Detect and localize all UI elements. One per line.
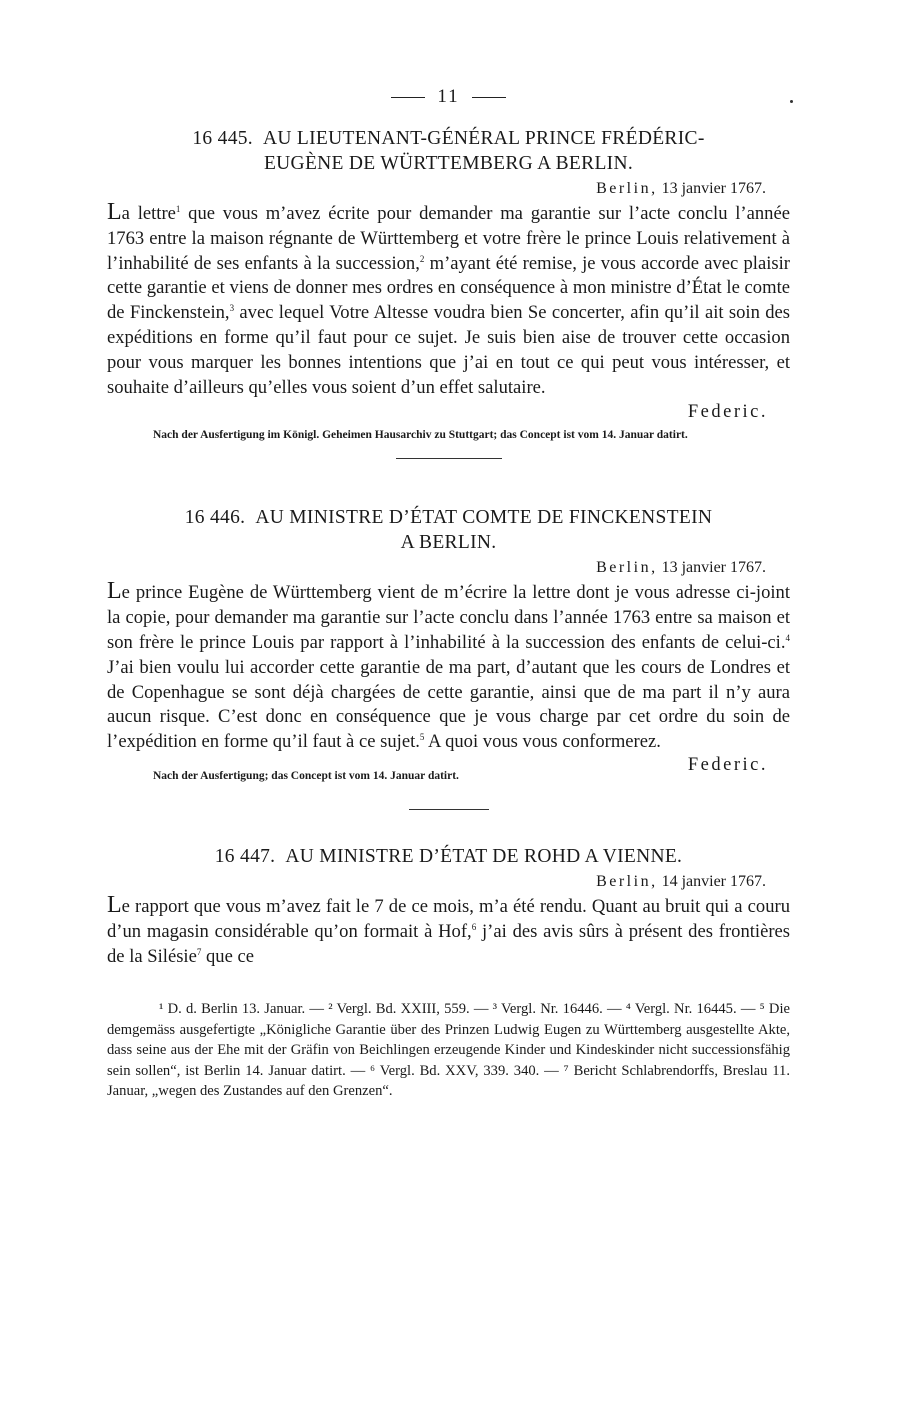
header-dash-left <box>391 97 425 98</box>
heading-line-2: A BERLIN. <box>400 532 497 554</box>
letter-heading <box>107 844 790 869</box>
footnote-ref: 4 <box>785 632 790 643</box>
footnotes <box>107 999 790 1101</box>
source-note: Nach der Ausfertigung im Königl. Geheimen Hausarchiv zu Stuttgart; das Concept ist vom 14. Januar datirt. <box>153 429 688 442</box>
page-number-header <box>107 86 790 108</box>
page-number: 11 <box>437 86 460 107</box>
letter-body <box>107 893 790 969</box>
date: 13 janvier 1767. <box>661 559 766 577</box>
footnote-block: ¹ D. d. Berlin 13. Januar. — ² Vergl. Bd. XXIII, 559. — ³ Vergl. Nr. 16446. — ⁴ Vergl. Nr. 16445. — ⁵ Die demgemäss ausgefertigte „Königliche Garantie über des Prinzen Ludwig Eugen zu Württemberg ausgestellte Akte, dass seine aus der Ehe mit der Gräfin von Beichlingen erzeugende Kinder und Kindeskinder nicht successionsfähig sein sollen“, ist Berlin 14. Januar datirt. — ⁶ Vergl. Bd. XXV, 339. 340. — ⁷ Bericht Schlabrendorffs, Breslau 11. Januar, „wegen des Zustandes auf den Grenzen“. <box>107 1001 790 1099</box>
letter-16447 <box>107 844 790 969</box>
letter-16445 <box>107 126 790 459</box>
body-text: a lettre <box>121 203 176 224</box>
section-divider <box>396 458 502 459</box>
body-text: que vous m’avez écrite pour demander ma garantie sur l’acte conclu l’année 1763 entre la maison régnante de Württemberg et votre frère le prince Louis relativement à l’inhabilité de ses enfants à la succession, <box>107 203 790 274</box>
signature: Federic. <box>687 754 768 775</box>
drop-cap: L <box>107 891 122 918</box>
footnote-ref: 6 <box>471 921 477 932</box>
date-place: Berlin, <box>596 872 658 890</box>
date: 14 janvier 1767. <box>661 872 766 890</box>
letter-heading <box>107 126 790 176</box>
body-text: que ce <box>201 945 255 967</box>
document-page <box>107 86 790 1101</box>
heading-line-1: AU MINISTRE D’ÉTAT COMTE DE FINCKENSTEIN <box>255 507 713 529</box>
dateline <box>107 180 766 198</box>
footnote-ref: 2 <box>419 253 425 264</box>
letter-16446 <box>107 505 790 810</box>
page-speck <box>790 100 793 103</box>
letter-heading <box>107 505 790 555</box>
source-note: Nach der Ausfertigung; das Concept ist vom 14. Januar datirt. <box>153 769 459 782</box>
body-text: j’ai des avis sûrs à présent des frontières de la Silésie <box>107 920 790 967</box>
footnote-ref: 7 <box>196 946 202 957</box>
footnote-ref: 1 <box>175 204 181 214</box>
letter-body <box>107 200 790 400</box>
body-text: e prince Eugène de Württemberg vient de m’écrire la lettre dont je vous adresse ci-joint la copie, pour demander ma garantie sur l’acte conclu dans l’année 1763 entre sa maison et son frère le prince Louis par rapport à l’inhabilité à la succession des enfants de celui-ci. <box>107 582 790 653</box>
date: 13 janvier 1767. <box>661 180 766 197</box>
body-text: A quoi vous vous conformerez. <box>424 731 661 753</box>
section-divider <box>409 809 489 810</box>
heading-line-1: AU MINISTRE D’ÉTAT DE ROHD A VIENNE. <box>285 845 683 867</box>
signature: Federic. <box>687 402 768 423</box>
footnote-ref: 3 <box>229 303 235 314</box>
letter-number: 16 445. <box>192 128 253 149</box>
body-text: avec lequel Votre Altesse voudra bien Se concerter, afin qu’il ait soin des expéditions en forme qu’il faut pour ce sujet. Je suis bien aise de trouver cette occasion pour vous marquer les bonnes intentions que j’ai en tout ce qui peut vous intéresser, et souhaite d’ailleurs qu’elles vous soient d’un effet salutaire. <box>107 302 790 398</box>
date-place: Berlin, <box>596 559 658 577</box>
dateline <box>107 559 766 577</box>
drop-cap: L <box>107 578 122 605</box>
date-place: Berlin, <box>596 180 658 197</box>
footnote-ref: 5 <box>419 732 425 743</box>
body-text: J’ai bien voulu lui accorder cette garantie de ma part, d’autant que les cours de Londres et de Copenhague se sont déjà chargées de cette garantie, ainsi que de ma part il n’y aura aucun risque. C’est donc en conséquence que je vous charge par cet ordre du soin de l’expédition en forme qu’il faut à ce sujet. <box>107 656 790 753</box>
drop-cap: L <box>107 199 122 225</box>
header-dash-right <box>472 97 506 98</box>
letter-body <box>107 579 790 755</box>
body-text: m’ayant été remise, je vous accorde avec plaisir cette garantie et viens de donner mes ordres en conséquence à mon ministre d’État le comte de Finckenstein, <box>107 252 790 324</box>
dateline <box>107 873 766 891</box>
heading-line-1: AU LIEUTENANT-GÉNÉRAL PRINCE FRÉDÉRIC- <box>262 128 705 149</box>
letter-number: 16 446. <box>184 507 246 529</box>
letter-number: 16 447. <box>214 845 276 867</box>
signature-row <box>107 755 790 785</box>
body-text: e rapport que vous m’avez fait le 7 de ce mois, m’a été rendu. Quant au bruit qui a couru d’un magasin considérable qu’on formait à Hof, <box>107 895 790 942</box>
heading-line-2: EUGÈNE DE WÜRTTEMBERG A BERLIN. <box>263 153 634 174</box>
